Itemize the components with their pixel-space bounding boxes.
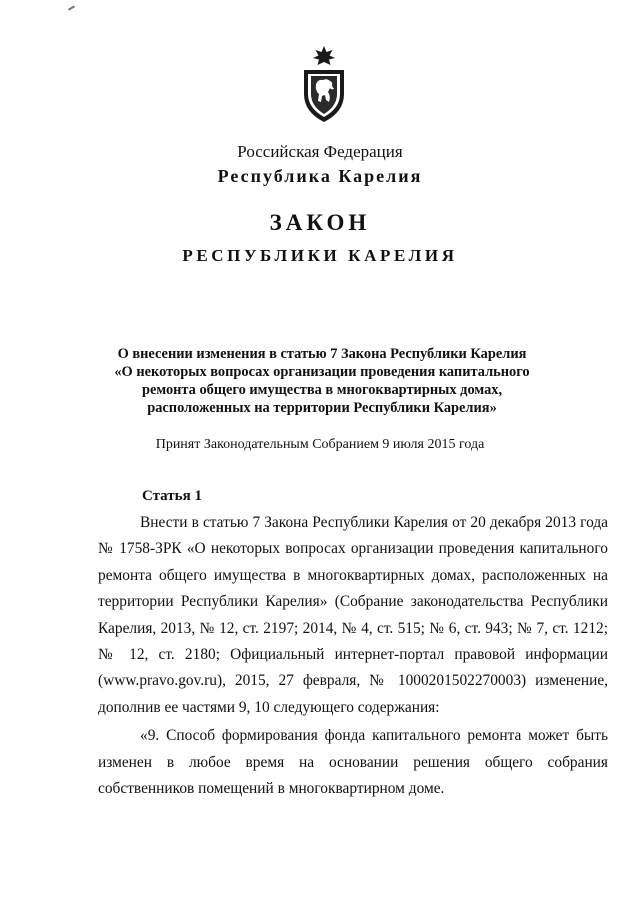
article-body: [98, 510, 608, 802]
document-title-line: О внесении изменения в статью 7 Закона Республики Карелия: [117, 346, 527, 362]
scan-artifact: [68, 5, 75, 10]
document-title-line: «О некоторых вопросах организации проведения капитального: [114, 364, 530, 380]
adoption-note: Принят Законодательным Собранием 9 июля 2015 года: [155, 437, 485, 452]
document-title: [112, 345, 532, 417]
article-paragraph: Внести в статью 7 Закона Республики Карелия от 20 декабря 2013 года № 1758-ЗРК «О некоторых вопросах организации проведения капитального ремонта общего имущества в многоквартирных домах, расположенных на территории Республики Карелия» (Собрание законодательства Республики Карелия, 2013, № 12, ст. 2197; 2014, № 4, ст. 515; № 6, ст. 943; № 7, ст. 1212; № 12, ст. 2180; Официальный интернет-портал правовой информации (www.pravo.gov.ru), 2015, 27 февраля, № 1000201502270003) изменение, дополнив ее частями 9, 10 следующего содержания:: [98, 514, 608, 716]
country-name: Российская Федерация: [237, 142, 403, 161]
article-heading: Статья 1: [142, 488, 202, 504]
law-title: ЗАКОН: [269, 210, 371, 235]
law-subtitle: РЕСПУБЛИКИ КАРЕЛИЯ: [182, 246, 458, 265]
document-title-line: расположенных на территории Республики Карелия»: [147, 400, 497, 416]
article-paragraph: «9. Способ формирования фонда капитального ремонта может быть изменен в любое время на основании решения общего собрания собственников помещений в многоквартирном доме.: [98, 727, 608, 798]
document-title-line: ремонта общего имущества в многоквартирных домах,: [141, 382, 503, 398]
republic-name: Республика Карелия: [217, 166, 423, 186]
star-icon: [313, 46, 335, 65]
karelia-coat-of-arms-icon: [298, 44, 350, 124]
